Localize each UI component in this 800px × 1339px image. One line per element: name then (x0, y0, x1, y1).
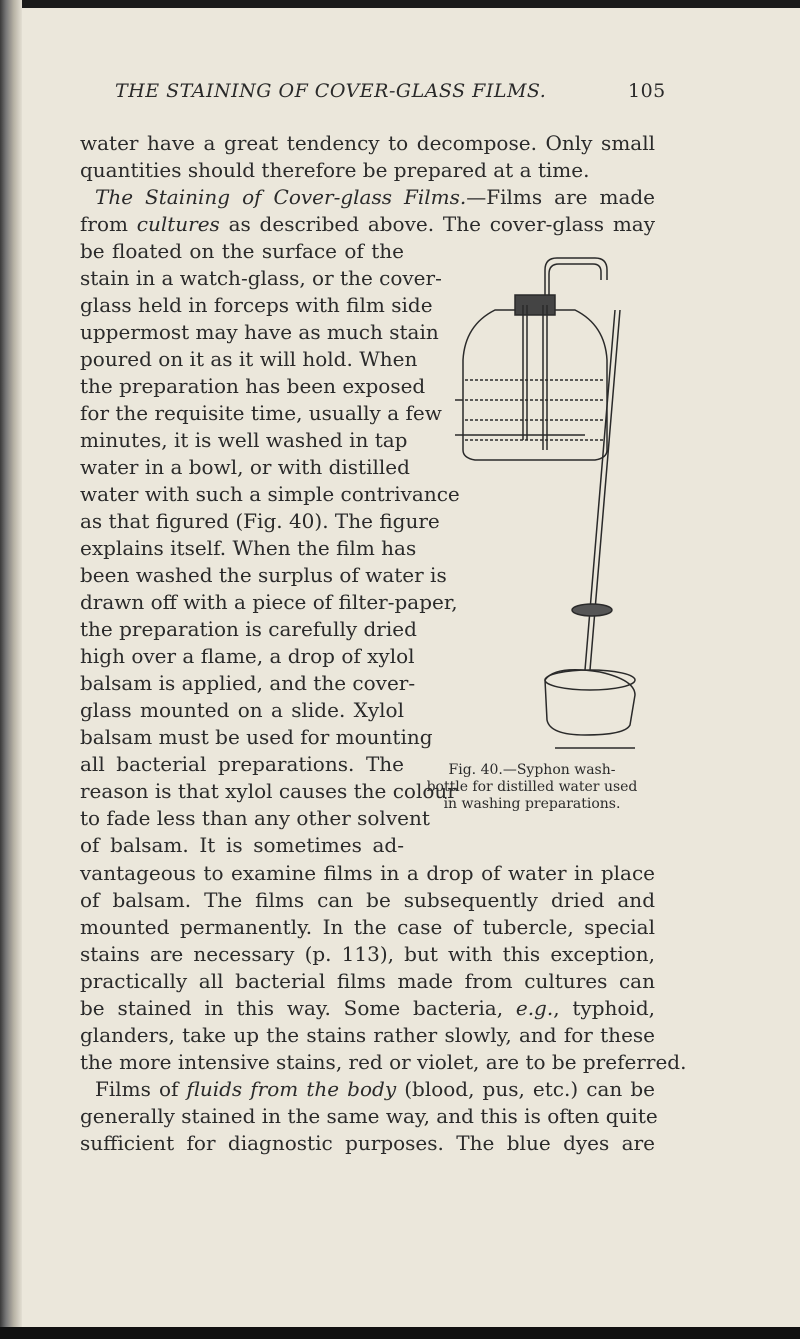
text-line: as that figured (Fig. 40). The figure (80, 509, 440, 533)
text-run: (blood, pus, etc.) can be (396, 1077, 655, 1101)
caption-line: Fig. 40.—Syphon wash- (448, 762, 616, 778)
text-line: minutes, it is well washed in tap (80, 428, 408, 452)
section-heading: The Staining of Cover-glass Films. (95, 185, 467, 209)
text-line: water with such a simple contrivance (80, 482, 460, 506)
text-run: Films of (95, 1077, 187, 1101)
text-line: the more intensive stains, red or violet, are to be preferred. (80, 1050, 687, 1074)
collecting-dish (545, 670, 635, 735)
text-line: sufficient for diagnostic purposes. The blue dyes are (80, 1131, 655, 1155)
text-line (80, 995, 655, 1022)
text-line: glanders, take up the stains rather slowly, and for these (80, 1023, 655, 1047)
text-line: vantageous to examine films in a drop of water in place (80, 861, 655, 885)
running-header-title: THE STAINING OF COVER-GLASS FILMS. (115, 80, 547, 102)
text-line: generally stained in the same way, and this is often quite (80, 1104, 658, 1128)
page-number: 105 (628, 80, 666, 102)
syphon-wash-bottle-illustration (455, 250, 660, 750)
text-line: glass held in forceps with film side (80, 293, 433, 317)
caption-line: bottle for distilled water used (426, 779, 638, 795)
text-run: as described above. The cover-glass may (219, 212, 656, 236)
text-line: balsam is applied, and the cover- (80, 671, 416, 695)
text-line: explains itself. When the film has (80, 536, 417, 560)
caption-line: in washing preparations. (443, 796, 621, 812)
italic-term: cultures (136, 212, 220, 236)
text-line: the preparation has been exposed (80, 374, 426, 398)
text-line: the preparation is carefully dried (80, 617, 417, 641)
text-run: be stained in this way. Some bacteria, (80, 996, 516, 1020)
italic-term: e.g. (515, 996, 554, 1020)
text-line: for the requisite time, usually a few (80, 401, 442, 425)
text-line (80, 211, 655, 238)
pinch-clamp (572, 604, 612, 616)
page-bottom-edge (0, 1327, 800, 1339)
text-line (95, 1076, 655, 1103)
text-line (95, 184, 655, 211)
text-line: uppermost may have as much stain (80, 320, 439, 344)
text-run: —Films are made (466, 185, 656, 209)
text-line: to fade less than any other solvent (80, 806, 430, 830)
text-line: glass mounted on a slide. Xylol (80, 698, 404, 722)
text-line: been washed the surplus of water is (80, 563, 447, 587)
bottle-outline (463, 310, 607, 460)
text-line: of balsam. It is sometimes ad- (80, 833, 404, 857)
text-line: water in a bowl, or with distilled (80, 455, 410, 479)
text-line: balsam must be used for mounting (80, 725, 433, 749)
text-line: high over a flame, a drop of xylol (80, 644, 415, 668)
text-line: reason is that xylol causes the colour (80, 779, 457, 803)
text-line: stain in a watch-glass, or the cover- (80, 266, 442, 290)
text-line: all bacterial preparations. The (80, 752, 404, 776)
figure-caption (408, 762, 656, 813)
text-line: of balsam. The films can be subsequently dried and (80, 888, 655, 912)
text-run: from (80, 212, 137, 236)
text-line: poured on it as it will hold. When (80, 347, 418, 371)
text-run: , typhoid, (553, 996, 655, 1020)
text-line: water have a great tendency to decompose. Only small (80, 131, 655, 155)
text-line: drawn off with a piece of filter-paper, (80, 590, 458, 614)
text-line: mounted permanently. In the case of tubercle, special (80, 915, 655, 939)
text-line: practically all bacterial films made from cultures can (80, 969, 655, 993)
text-line: be floated on the surface of the (80, 239, 404, 263)
italic-term: fluids from the body (186, 1077, 397, 1101)
text-line: stains are necessary (p. 113), but with this exception, (80, 942, 655, 966)
text-line: quantities should therefore be prepared at a time. (80, 158, 590, 182)
